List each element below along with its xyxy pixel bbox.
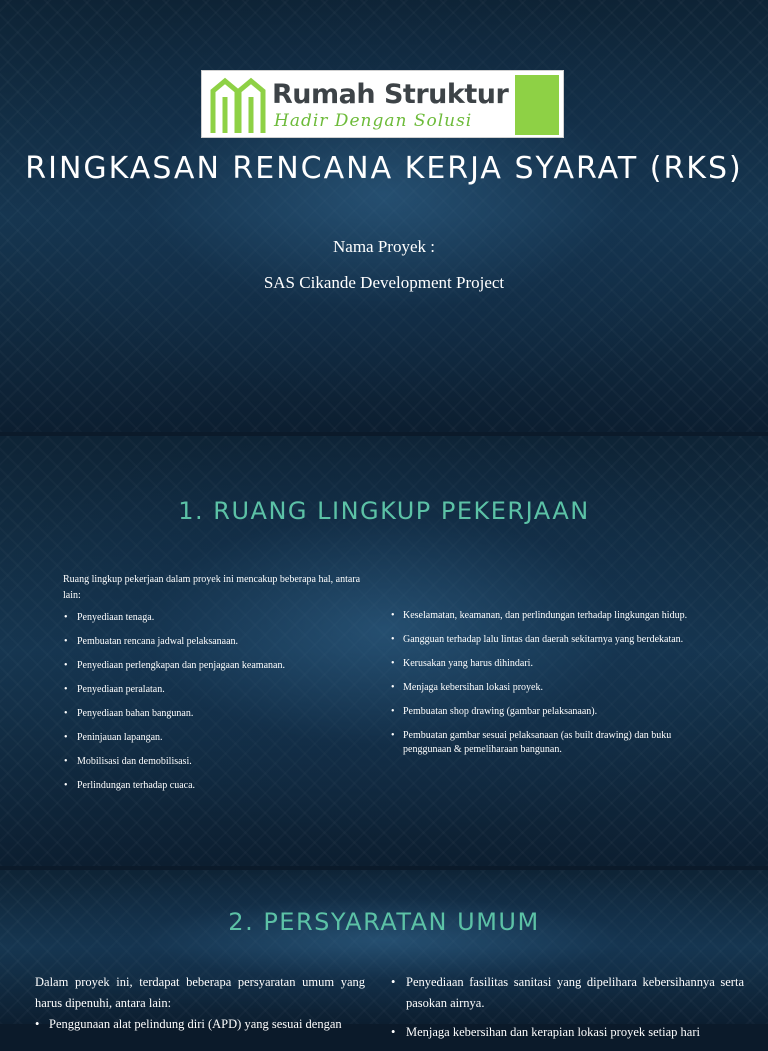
list-item: • Kerusakan yang harus dihindari.	[390, 657, 720, 671]
scope-slide	[0, 436, 768, 866]
list-item: • Penyediaan bahan bangunan.	[63, 707, 363, 721]
list-item: • Pembuatan rencana jadwal pelaksanaan.	[63, 635, 363, 649]
list-item: • Penggunaan alat pelindung diri (APD) yang sesuai dengan	[35, 1014, 365, 1035]
list-item: • Menjaga kebersihan lokasi proyek.	[390, 681, 720, 695]
list-item: • Gangguan terhadap lalu lintas dan daerah sekitarnya yang berdekatan.	[390, 633, 720, 647]
list-item: • Keselamatan, keamanan, dan perlindungan terhadap lingkungan hidup.	[390, 609, 720, 623]
list-item: • Pembuatan gambar sesuai pelaksanaan (as built drawing) dan buku penggunaan & pemeliharaan bangunan.	[390, 729, 720, 757]
list-item: • Penyediaan peralatan.	[63, 683, 363, 697]
list-item: • Penyediaan tenaga.	[63, 611, 363, 625]
project-label: Nama Proyek :	[333, 237, 435, 256]
logo-green-block	[515, 75, 559, 135]
section-title-requirements: 2. PERSYARATAN UMUM	[228, 908, 540, 936]
building-logo-icon	[209, 77, 267, 135]
cover-slide	[0, 0, 768, 432]
scope-list-left	[63, 611, 363, 803]
list-item: • Penyediaan fasilitas sanitasi yang dipelihara kebersihannya serta pasokan airnya.	[391, 972, 744, 1014]
scope-intro: Ruang lingkup pekerjaan dalam proyek ini mencakup beberapa hal, antara lain:	[63, 574, 361, 601]
project-name: SAS Cikande Development Project	[263, 273, 505, 292]
logo-tagline: Hadir Dengan Solusi	[274, 111, 473, 131]
list-item: • Peninjauan lapangan.	[63, 731, 363, 745]
section-title-scope: 1. RUANG LINGKUP PEKERJAAN	[178, 497, 590, 525]
requirements-intro: Dalam proyek ini, terdapat beberapa persyaratan umum yang harus dipenuhi, antara lain:	[35, 975, 365, 1010]
company-logo	[201, 70, 564, 138]
list-item: • Pembuatan shop drawing (gambar pelaksanaan).	[390, 705, 720, 719]
scope-list-right	[390, 609, 720, 767]
requirements-slide	[0, 870, 768, 1039]
list-item: • Mobilisasi dan demobilisasi.	[63, 755, 363, 769]
list-item: • Penyediaan perlengkapan dan penjagaan keamanan.	[63, 659, 363, 673]
requirements-list-right	[391, 972, 744, 1051]
list-item: • Perlindungan terhadap cuaca.	[63, 779, 363, 793]
cover-title: RINGKASAN RENCANA KERJA SYARAT (RKS)	[25, 151, 743, 186]
logo-company-name: Rumah Struktur	[272, 79, 509, 110]
list-item: • Menjaga kebersihan dan kerapian lokasi proyek setiap hari	[391, 1022, 744, 1043]
requirements-list-left	[35, 1014, 365, 1035]
